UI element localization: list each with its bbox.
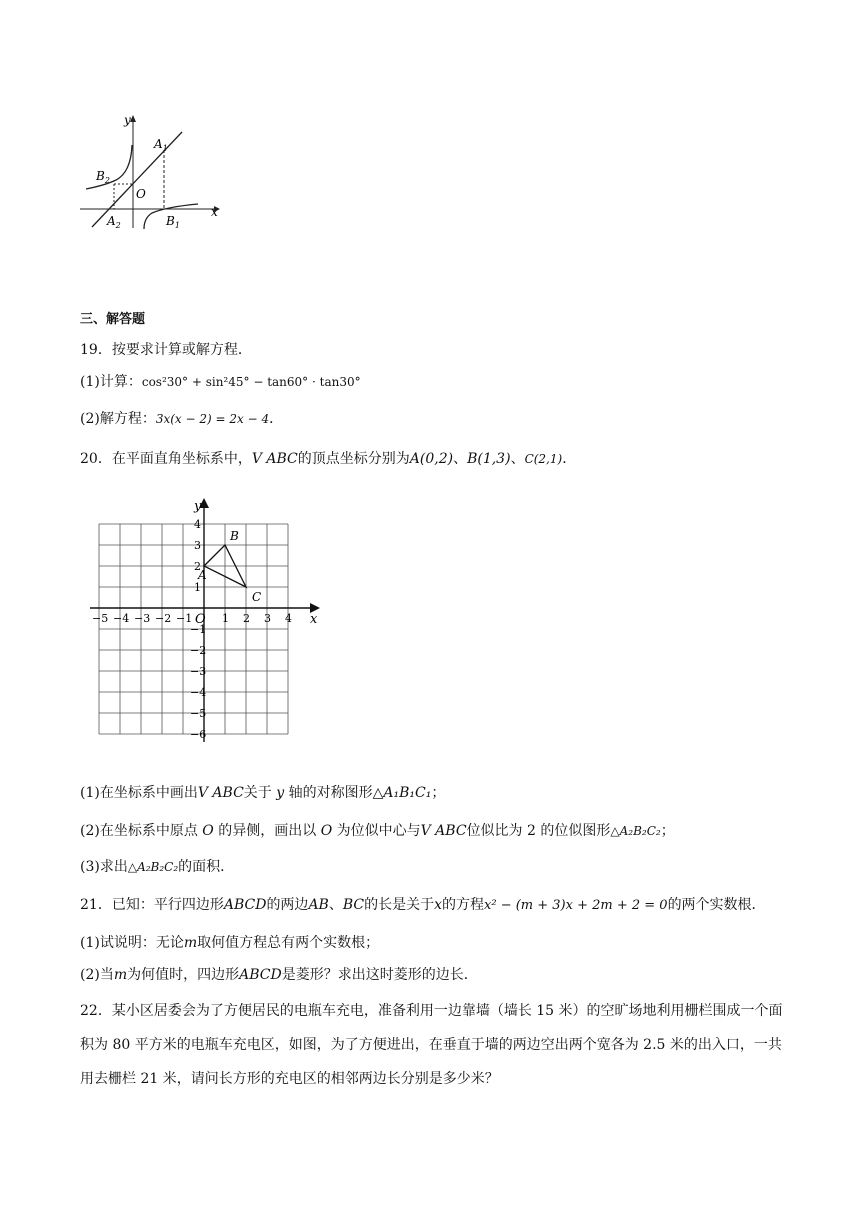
- q19-part1-expression: cos²30° + sin²45° − tan60° · tan30°: [141, 375, 361, 389]
- q20-p1-target: △A₁B₁C₁: [372, 785, 432, 801]
- q20-p2-b: 的异侧，画出以: [218, 823, 317, 839]
- q21-p2-a: (2)当: [80, 967, 114, 983]
- q20-stem-b: 的顶点坐标分别为: [297, 451, 410, 467]
- q20-sep-1: 、: [453, 451, 468, 467]
- q19-part1-prefix: (1)计算：: [80, 374, 142, 390]
- coordinate-grid-figure: [88, 496, 324, 746]
- x-tick-label: 1: [222, 612, 229, 625]
- q19-stem: 19．按要求计算或解方程．: [80, 342, 252, 358]
- triangle-label-a: A: [198, 568, 207, 582]
- q22-text: 22．某小区居委会为了方便居民的电瓶车充电，准备利用一边靠墙（墙长 15 米）的空旷场地利用栅栏围成一个面积为 80 平方米的电瓶车充电区，如图，为了方便进出，在垂直于墙的两边空出两个宽各为 2.5 米的出入口，一共用去栅栏 21 米，请问长方形的充电区的相邻两边长分别是多少米？: [80, 1003, 783, 1087]
- q19-part1: [80, 373, 361, 391]
- q20-stem-a: 20．在平面直角坐标系中，: [80, 451, 252, 467]
- q21-stem-d: 的方程: [442, 897, 485, 913]
- q20-p3-b: 的面积．: [178, 859, 235, 875]
- q21-p2-b: 为何值时，四边形: [127, 967, 240, 983]
- grid-x-axis-label: x: [310, 612, 318, 627]
- q21-x: x: [434, 897, 443, 913]
- q20-p2-c: 为位似中心与: [336, 823, 421, 839]
- x-tick-label: −1: [176, 612, 193, 625]
- y-tick-label: −6: [190, 728, 207, 741]
- y-tick-label: 1: [194, 581, 201, 594]
- q20-stem: [80, 450, 576, 468]
- q21-p1-m: m: [183, 935, 198, 951]
- q21-ab: AB: [308, 897, 329, 913]
- section-title: 三、解答题: [80, 312, 146, 327]
- point-a1-label: $A_1$: [154, 137, 168, 153]
- q21-p1-a: (1)试说明：无论: [80, 935, 184, 951]
- figure-hyperbola-line: [74, 112, 224, 232]
- q20-p2-o: O: [202, 823, 214, 839]
- point-b2-label: $B_2$: [96, 169, 110, 185]
- x-tick-label: −5: [92, 612, 109, 625]
- q20-point-c: C(2,1): [524, 452, 563, 466]
- q20-stem-end: ．: [562, 451, 577, 467]
- q20-p3-triangle: △A₂B₂C₂: [127, 860, 179, 874]
- q21-stem: [80, 896, 766, 915]
- q21-part2: [80, 966, 478, 984]
- y-tick-label: −4: [190, 686, 207, 699]
- q21-p1-b: 取何值方程总有两个实数根；: [197, 935, 380, 951]
- x-tick-label: −4: [113, 612, 130, 625]
- q21-stem-e: 的两个实数根．: [667, 897, 766, 913]
- q20-p3-a: (3)求出: [80, 859, 128, 875]
- x-axis-label: x: [211, 205, 218, 219]
- q20-p1-a: (1)在坐标系中画出: [80, 785, 198, 801]
- q20-p1-b: 关于: [243, 785, 272, 801]
- x-tick-label: −2: [155, 612, 172, 625]
- point-b1-label: $B_1$: [166, 214, 180, 230]
- q21-sep: 、: [328, 897, 343, 913]
- q20-p2-o2: O: [320, 823, 333, 839]
- q20-part1: [80, 784, 445, 802]
- q21-abcd: ABCD: [223, 897, 267, 913]
- y-tick-label: −5: [190, 707, 207, 720]
- q20-p1-c: 轴的对称图形: [288, 785, 373, 801]
- q21-p2-m: m: [113, 967, 128, 983]
- q20-p1-y: y: [276, 785, 285, 801]
- y-tick-label: 3: [194, 539, 201, 552]
- y-tick-label: 2: [194, 560, 201, 573]
- q20-p1-triangle: V ABC: [197, 785, 244, 801]
- origin-label: O: [136, 187, 146, 201]
- q21-stem-a: 21．已知：平行四边形: [80, 897, 224, 913]
- x-tick-label: 2: [243, 612, 250, 625]
- q20-p2-triangle: V ABC: [420, 823, 467, 839]
- q19-part2-equation: 3x(x − 2) = 2x − 4: [155, 412, 270, 426]
- q21-equation: x² − (m + 3)x + 2m + 2 = 0: [484, 898, 668, 913]
- grid-y-axis-label: y: [194, 499, 202, 514]
- q21-part1: [80, 934, 379, 952]
- q20-part3: [80, 858, 234, 876]
- triangle-label-c: C: [252, 590, 262, 604]
- q19-part2-prefix: (2)解方程：: [80, 411, 156, 427]
- q20-p2-target: △A₂B₂C₂: [610, 824, 661, 838]
- q21-p2-c: 是菱形？求出这时菱形的边长．: [281, 967, 478, 983]
- x-tick-label: 3: [264, 612, 271, 625]
- q20-p2-d: 位似比为 2 的位似图形: [466, 823, 611, 839]
- q21-stem-b: 的两边: [266, 897, 309, 913]
- q20-point-a: A(0,2): [409, 451, 454, 467]
- x-tick-label: −3: [134, 612, 151, 625]
- q21-p2-abcd: ABCD: [239, 967, 282, 983]
- x-tick-label: 4: [285, 612, 292, 625]
- q20-sep-2: 、: [510, 451, 525, 467]
- q21-bc: BC: [342, 897, 365, 913]
- q20-p2-end: ；: [660, 823, 675, 839]
- q20-p1-end: ；: [431, 785, 446, 801]
- y-tick-label: −2: [190, 644, 207, 657]
- y-tick-label: 4: [194, 518, 201, 531]
- q20-p2-a: (2)在坐标系中原点: [80, 823, 198, 839]
- y-axis-label: y: [124, 113, 131, 127]
- q20-part2: [80, 822, 675, 840]
- triangle-label-b: B: [230, 529, 239, 543]
- point-a2-label: $A_2$: [107, 214, 121, 230]
- q21-stem-c: 的长是关于: [364, 897, 435, 913]
- q19-part2-end: ．: [269, 411, 284, 427]
- q19-part2: [80, 410, 283, 428]
- q20-point-b: B(1,3): [467, 451, 511, 467]
- y-tick-label: −1: [190, 623, 207, 636]
- y-tick-label: −3: [190, 665, 207, 678]
- grid-origin-label: O: [195, 612, 206, 627]
- q20-triangle: V ABC: [251, 451, 298, 467]
